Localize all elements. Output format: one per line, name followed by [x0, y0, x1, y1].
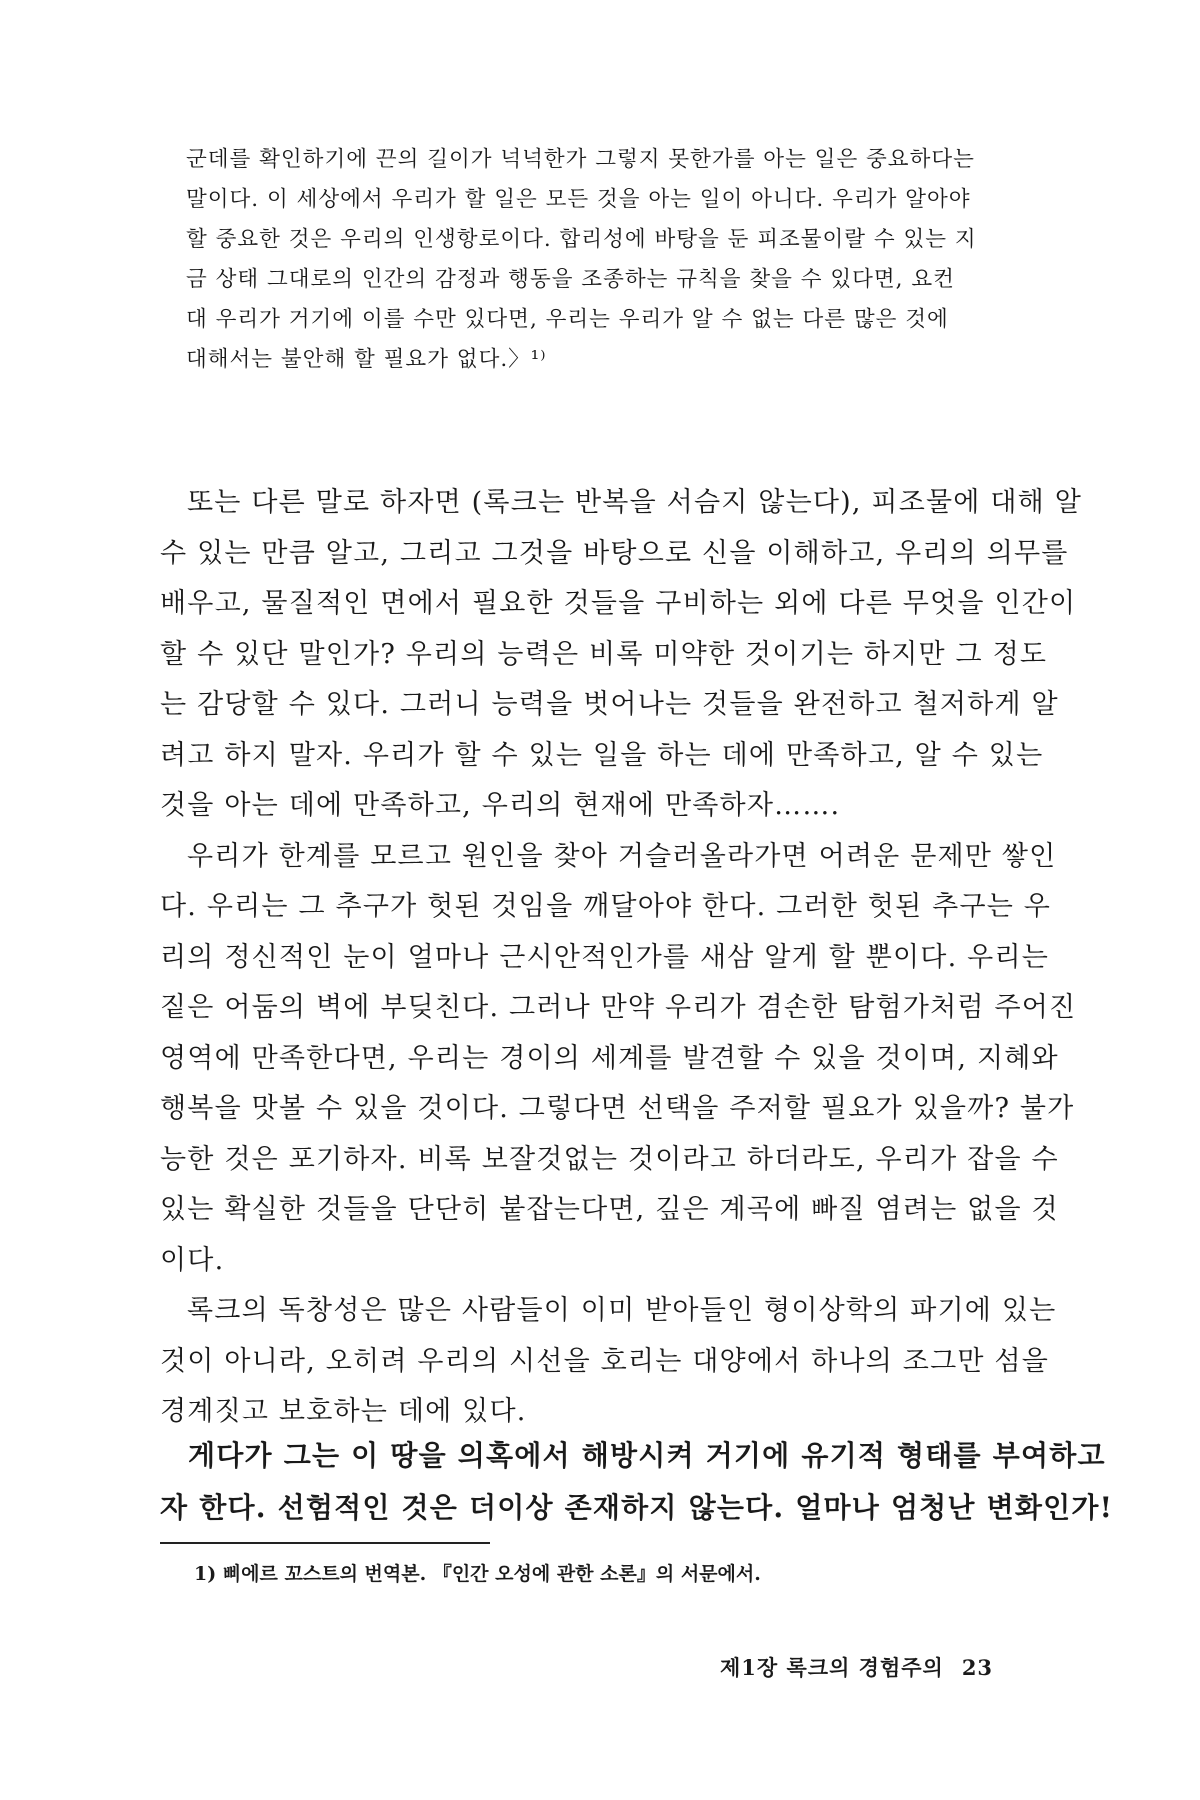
page-number: 23 [961, 1655, 994, 1680]
quote-line: 금 상태 그대로의 인간의 감정과 행동을 조종하는 규칙을 찾을 수 있다면, 요컨 [186, 267, 955, 292]
paragraph-line: 있는 확실한 것들을 단단히 붙잡는다면, 깊은 계곡에 빠질 염려는 없을 것 [160, 1194, 1059, 1225]
paragraph-3 [160, 1286, 1057, 1438]
paragraph-line: 행복을 맛볼 수 있을 것이다. 그렇다면 선택을 주저할 필요가 있을까? 불가 [160, 1093, 1075, 1124]
block-quote [186, 140, 1028, 380]
paragraph-2 [160, 832, 1077, 1287]
body-text [160, 478, 1082, 1438]
paragraph-line: 경계짓고 보호하는 데에 있다. [160, 1396, 527, 1427]
paragraph-line: 다. 우리는 그 추구가 헛된 것임을 깨달아야 한다. 그러한 헛된 추구는 우 [160, 891, 1052, 922]
quote-line: 군데를 확인하기에 끈의 길이가 넉넉한가 그렇지 못한가를 아는 일은 중요하다는 [186, 147, 975, 172]
paragraph-line: 는 감당할 수 있다. 그러니 능력을 벗어나는 것들을 완전하고 철저하게 알 [160, 689, 1059, 720]
paragraph-line: 짙은 어둠의 벽에 부딪친다. 그러나 만약 우리가 겸손한 탐험가처럼 주어진 [160, 992, 1077, 1023]
quote-line: 대해서는 불안해 할 필요가 없다.〉¹⁾ [186, 347, 547, 372]
closing-paragraph [160, 1430, 1114, 1534]
footnote: 1) 삐에르 꼬스트의 번역본. 『인간 오성에 관한 소론』의 서문에서. [194, 1563, 761, 1585]
paragraph-line: 할 수 있단 말인가? 우리의 능력은 비록 미약한 것이기는 하지만 그 정도 [160, 638, 1048, 670]
paragraph-line: 영역에 만족한다면, 우리는 경이의 세계를 발견할 수 있을 것이며, 지혜와 [160, 1042, 1059, 1074]
chapter-title: 제1장 록크의 경험주의 [720, 1655, 944, 1680]
running-footer [720, 1652, 993, 1682]
paragraph-line: 이다. [160, 1244, 225, 1276]
footnote-divider [160, 1542, 490, 1544]
paragraph-1 [160, 478, 1082, 832]
paragraph-line: 려고 하지 말자. 우리가 할 수 있는 일을 하는 데에 만족하고, 알 수 있는 [160, 739, 1044, 771]
quote-line: 말이다. 이 세상에서 우리가 할 일은 모든 것을 아는 일이 아니다. 우리가 알아야 [186, 187, 971, 212]
paragraph-line: 배우고, 물질적인 면에서 필요한 것들을 구비하는 외에 다른 무엇을 인간이 [160, 588, 1077, 619]
paragraph-line: 수 있는 만큼 알고, 그리고 그것을 바탕으로 신을 이해하고, 우리의 의무를 [160, 537, 1069, 569]
quote-line: 할 중요한 것은 우리의 인생항로이다. 합리성에 바탕을 둔 피조물이랄 수 있는 지 [186, 227, 977, 252]
paragraph-line: 리의 정신적인 눈이 얼마나 근시안적인가를 새삼 알게 할 뿐이다. 우리는 [160, 941, 1050, 973]
paragraph-line: 또는 다른 말로 하자면 (록크는 반복을 서슴지 않는다), 피조물에 대해 알 [187, 487, 1082, 518]
paragraph-line: 록크의 독창성은 많은 사람들이 이미 받아들인 형이상학의 파기에 있는 [187, 1295, 1057, 1326]
paragraph-line: 것을 아는 데에 만족하고, 우리의 현재에 만족하자……. [160, 790, 841, 821]
paragraph-line: 우리가 한계를 모르고 원인을 찾아 거슬러올라가면 어려운 문제만 쌓인 [187, 840, 1057, 872]
paragraph-line: 자 한다. 선험적인 것은 더이상 존재하지 않는다. 얼마나 엄청난 변화인가! [160, 1491, 1114, 1524]
paragraph-line: 능한 것은 포기하자. 비록 보잘것없는 것이라고 하더라도, 우리가 잡을 수 [160, 1143, 1059, 1175]
quote-line: 대 우리가 거기에 이를 수만 있다면, 우리는 우리가 알 수 없는 다른 많은 것에 [186, 307, 949, 332]
paragraph-line: 게다가 그는 이 땅을 의혹에서 해방시켜 거기에 유기적 형태를 부여하고 [188, 1439, 1106, 1472]
paragraph-line: 것이 아니라, 오히려 우리의 시선을 호리는 대양에서 하나의 조그만 섬을 [160, 1345, 1050, 1377]
